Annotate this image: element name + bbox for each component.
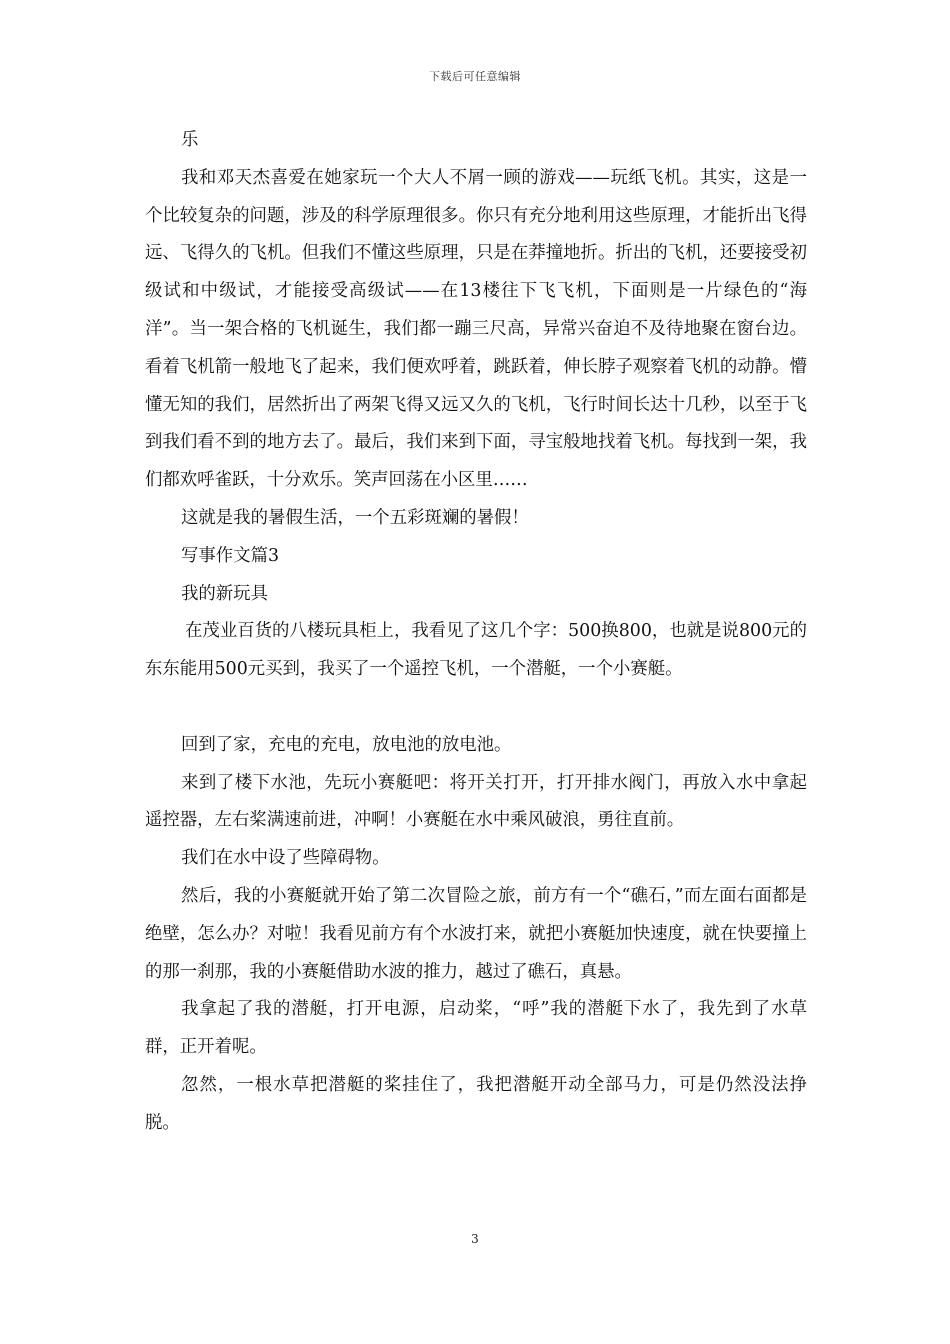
paragraph: 我和邓天杰喜爱在她家玩一个大人不屑一顾的游戏——玩纸飞机。其实，这是一个比较复杂的问题，涉及的科学原理很多。你只有充分地利用这些原理，才能折出飞得远、飞得久的飞机。但我们不懂这些原理，只是在莽撞地折。折出的飞机，还要接受初级试和中级试，才能接受高级试——在13楼往下飞飞机，下面则是一片绿色的“海洋”。当一架合格的飞机诞生，我们都一蹦三尺高，异常兴奋迫不及待地聚在窗台边。看着飞机箭一般地飞了起来，我们便欢呼着，跳跃着，伸长脖子观察着飞机的动静。懵懂无知的我们，居然折出了两架飞得又远又久的飞机，飞行时间长达十几秒，以至于飞到我们看不到的地方去了。最后，我们来到下面，寻宝般地找着飞机。每找到一架，我们都欢呼雀跃，十分欢乐。笑声回荡在小区里…… xyxy=(145,167,807,491)
page-header: 下载后可任意编辑 xyxy=(429,70,521,83)
section-heading: 写事作文篇3 xyxy=(181,545,280,566)
paragraph: 来到了楼下水池，先玩小赛艇吧：将开关打开，打开排水阀门，再放入水中拿起遥控器，左右桨满速前进，冲啊！小赛艇在水中乘风破浪，勇往直前。 xyxy=(145,772,807,831)
paragraph: 在茂业百货的八楼玩具柜上，我看见了这几个字：500换800，也就是说800元的东东能用500元买到，我买了一个遥控飞机，一个潜艇，一个小赛艇。 xyxy=(145,621,807,680)
paragraph: 这就是我的暑假生活，一个五彩斑斓的暑假！ xyxy=(181,507,529,528)
essay-title: 我的新玩具 xyxy=(181,583,268,604)
paragraph: 忽然，一根水草把潜艇的桨挂住了，我把潜艇开动全部马力，可是仍然没法挣脱。 xyxy=(145,1074,807,1133)
paragraph: 我拿起了我的潜艇，打开电源，启动桨，“呼”我的潜艇下水了，我先到了水草群，正开着呢。 xyxy=(145,999,807,1058)
paragraph: 我们在水中设了些障碍物。 xyxy=(181,848,390,869)
paragraph: 乐 xyxy=(181,130,199,150)
document-body xyxy=(145,122,807,1143)
page-number: 3 xyxy=(471,1232,479,1246)
paragraph: 然后，我的小赛艇就开始了第二次冒险之旅，前方有一个“礁石，”而左面右面都是绝壁，怎么办？对啦！我看见前方有个水波打来，就把小赛艇加快速度，就在快要撞上的那一刹那，我的小赛艇借助水波的推力，越过了礁石，真悬。 xyxy=(145,885,807,982)
paragraph: 回到了家，充电的充电，放电池的放电池。 xyxy=(181,734,512,755)
